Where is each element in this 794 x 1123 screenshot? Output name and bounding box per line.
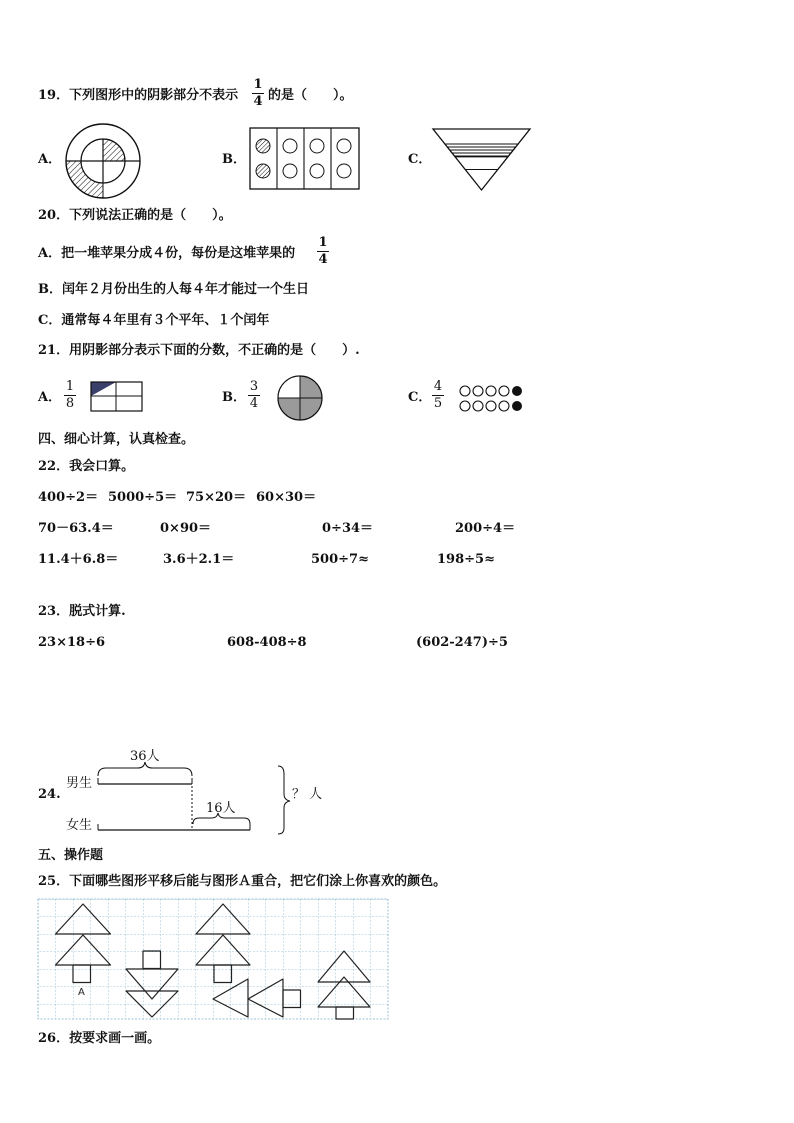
q19-stem-after: 的是（ ）。 [268,88,353,103]
q21-option-a-label: A． [38,390,62,405]
q21-option-c-label: C． [408,390,432,405]
q19-frac-num: 1 [253,77,263,92]
q21-option-c-figure [458,383,536,413]
q24-diff-count: 16人 [206,801,236,816]
q22-r1c3: 75×20＝ [186,490,247,505]
q19-stem [38,88,238,104]
q22-stem: 22．我会口算。 [38,459,135,474]
q24-boys-label: 男生 [66,776,93,791]
section-4-heading: 四、细心计算，认真检查。 [38,432,195,447]
q24-girls-label: 女生 [66,818,93,833]
q22-r1c4: 60×30＝ [256,490,317,505]
q22-r2c3: 0÷34＝ [322,521,374,536]
q20-option-c: C．通常每４年里有３个平年、１个闰年 [38,313,270,328]
q25-stem: 25．下面哪些图形平移后能与图形Ａ重合，把它们涂上你喜欢的颜色。 [38,874,447,889]
q22-r2c4: 200÷4＝ [455,521,516,536]
q23-item-3: (602-247)÷5 [416,635,508,650]
q22-r2c1: 70－63.4＝ [38,521,114,536]
q24-boys-count: 36人 [130,749,160,764]
q24-total-label: ？ 人 [292,787,323,802]
q20-option-b: B．闰年２月份出生的人每４年才能过一个生日 [38,282,309,297]
q25-grid-figure [38,899,390,1021]
q22-r3c4: 198÷5≈ [437,552,495,567]
q20-frac-den: 4 [318,252,328,267]
q21-b-num: 3 [249,379,259,394]
q21-option-b-label: B． [222,390,246,405]
q21-c-num: 4 [433,379,443,394]
q25-figure-a-mark: A [78,987,85,998]
q22-r2c2: 0×90＝ [160,521,212,536]
q22-r1c2: 5000÷5＝ [108,490,178,505]
q23-stem: 23．脱式计算. [38,604,126,619]
q23-item-1: 23×18÷6 [38,635,106,650]
q21-option-a-figure [90,381,144,413]
q20-frac-num: 1 [318,235,328,250]
q20-stem: 20．下列说法正确的是（ ）。 [38,208,232,223]
q21-option-a-fraction [64,380,76,411]
q19-option-c-label: C． [408,152,432,167]
q19-option-c-figure [432,128,532,192]
q21-a-den: 8 [65,396,75,411]
q22-r3c2: 3.6＋2.1＝ [163,552,235,567]
q19-option-b-label: B． [222,152,246,167]
q21-a-num: 1 [65,379,75,394]
q26-stem: 26．按要求画一画。 [38,1031,161,1046]
q19-option-b-figure [249,127,361,191]
q19-option-a-label: A． [38,152,62,167]
q19-stem-before: 19．下列图形中的阴影部分不表示 [38,88,239,103]
q22-r1c1: 400÷2＝ [38,490,99,505]
q19-frac-den: 4 [253,94,263,109]
q21-option-b-fraction [248,380,260,411]
q20-option-a: A．把一堆苹果分成４份，每份是这堆苹果的 [38,246,296,261]
q24-line-diagram [94,764,294,836]
q19-option-a-figure [64,122,142,200]
q23-item-2: 608-408÷8 [227,635,307,650]
q19-stem-fraction [252,78,264,109]
q21-b-den: 4 [249,396,259,411]
q24-number: 24. [38,787,61,802]
q21-option-b-figure [274,375,326,421]
q22-r3c1: 11.4＋6.8＝ [38,552,119,567]
q21-stem: 21．用阴影部分表示下面的分数，不正确的是（ ）. [38,343,360,358]
q22-r3c3: 500÷7≈ [311,552,369,567]
q20-option-a-fraction [317,236,329,267]
q21-option-c-fraction [432,380,444,411]
q21-c-den: 5 [433,396,443,411]
section-5-heading: 五、操作题 [38,848,104,863]
